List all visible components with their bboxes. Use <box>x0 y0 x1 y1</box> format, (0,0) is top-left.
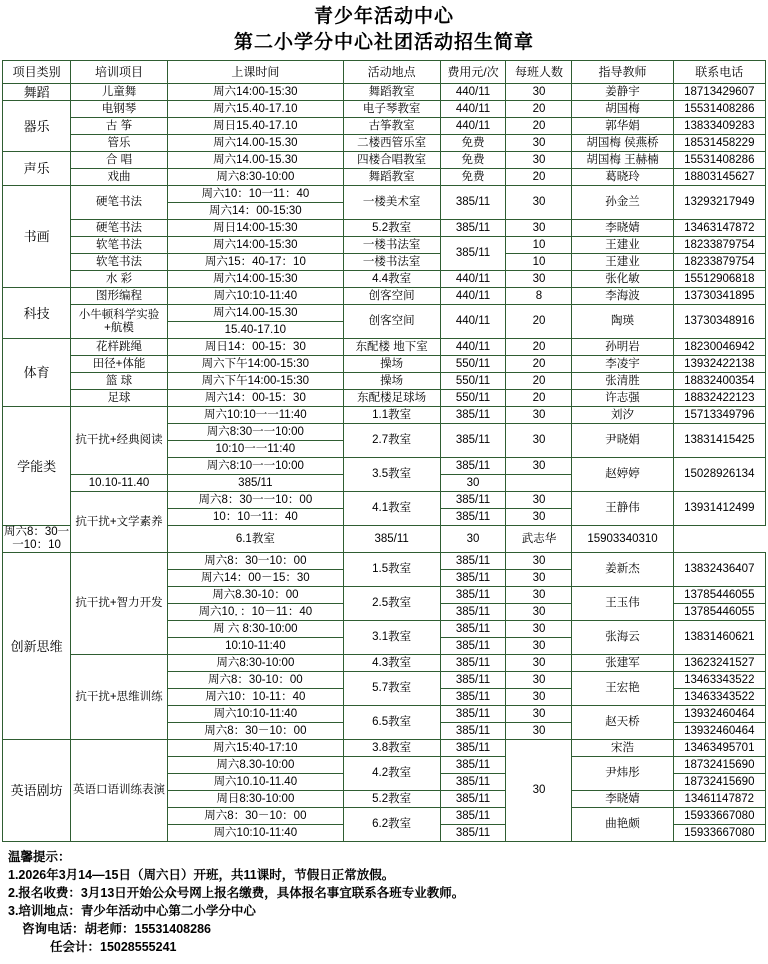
table-row <box>3 169 766 186</box>
cell-program: 古 筝 <box>71 118 168 135</box>
table-row <box>3 271 766 288</box>
cell-time: 周六8.30-10：00 <box>167 587 343 604</box>
cell-program: 花样跳绳 <box>71 339 168 356</box>
cell-time: 10.10-11.40 <box>71 475 168 492</box>
cell-fee: 440/11 <box>440 339 506 356</box>
cell-class-size: 30 <box>506 621 572 638</box>
cell-time: 周六8.30-10:00 <box>167 757 343 774</box>
cell-time: 周六8:30-10:00 <box>167 169 343 186</box>
header-class-size: 每班人数 <box>506 61 572 84</box>
cell-time: 周六10：10-11：40 <box>167 689 343 706</box>
cell-place: 1.1教室 <box>343 407 440 424</box>
cell-phone: 18230046942 <box>673 339 765 356</box>
table-row <box>3 101 766 118</box>
cell-fee: 385/11 <box>440 808 506 825</box>
cell-place: 4.1教室 <box>343 492 440 526</box>
cell-place: 4.4教室 <box>343 271 440 288</box>
cell-teacher: 葛晓玲 <box>572 169 673 186</box>
cell-phone: 13730348916 <box>673 305 765 339</box>
cell-class-size: 30 <box>506 553 572 570</box>
table-row <box>3 305 766 322</box>
cell-phone: 18233879754 <box>673 237 765 254</box>
cell-fee: 385/11 <box>440 621 506 638</box>
cell-program: 软笔书法 <box>71 254 168 271</box>
cell-class-size: 30 <box>506 689 572 706</box>
cell-fee: 385/11 <box>440 672 506 689</box>
cell-phone: 13831415425 <box>673 424 765 458</box>
table-row <box>3 740 766 757</box>
cell-time: 周六8：30一一10：10 <box>3 526 70 551</box>
notes-line-2: 2.报名收费：3月13日开始公众号网上报名缴费，具体报名事宜联系各班专业教师。 <box>8 886 465 900</box>
cell-category: 英语剧坊 <box>3 740 71 842</box>
cell-teacher: 王建业 <box>572 254 673 271</box>
cell-place: 操场 <box>343 356 440 373</box>
cell-fee: 385/11 <box>440 220 506 237</box>
cell-phone: 13932460464 <box>673 723 765 740</box>
table-row <box>3 288 766 305</box>
header-time: 上课时间 <box>167 61 343 84</box>
cell-phone: 15933667080 <box>673 808 765 825</box>
cell-fee: 440/11 <box>440 305 506 339</box>
cell-fee: 385/11 <box>440 638 506 655</box>
cell-teacher: 胡国梅 <box>572 101 673 118</box>
cell-time: 周六14:00-15:30 <box>167 237 343 254</box>
cell-place: 东配楼足球场 <box>343 390 440 407</box>
cell-time: 周六14：00-15：30 <box>167 390 343 407</box>
cell-place: 舞蹈教室 <box>343 84 440 101</box>
cell-phone: 13463343522 <box>673 672 765 689</box>
cell-teacher: 李凌宇 <box>572 356 673 373</box>
cell-time: 周六14：00-15:30 <box>167 203 343 220</box>
cell-teacher: 尹炜彤 <box>572 757 673 791</box>
cell-time: 周六10:10-11:40 <box>167 288 343 305</box>
cell-teacher: 刘汐 <box>572 407 673 424</box>
cell-class-size: 30 <box>506 655 572 672</box>
cell-phone: 13831460621 <box>673 621 765 655</box>
cell-teacher: 张清胜 <box>572 373 673 390</box>
table-row <box>3 237 766 254</box>
notes-line-4: 咨询电话：胡老师：15531408286 <box>22 922 211 936</box>
cell-time: 周六10．：10－11：40 <box>167 604 343 621</box>
cell-teacher: 许志强 <box>572 390 673 407</box>
cell-time: 10：10一11：40 <box>167 509 343 526</box>
cell-time: 周六8：30-10：00 <box>167 672 343 689</box>
cell-teacher: 孙明岩 <box>572 339 673 356</box>
cell-phone: 18803145627 <box>673 169 765 186</box>
header-program: 培训项目 <box>71 61 168 84</box>
cell-teacher: 王宏艳 <box>572 672 673 706</box>
cell-place: 操场 <box>343 373 440 390</box>
cell-fee: 385/11 <box>440 570 506 587</box>
cell-category: 声乐 <box>3 152 71 186</box>
cell-phone: 15531408286 <box>673 152 765 169</box>
cell-place: 2.5教室 <box>343 587 440 621</box>
cell-program: 水 彩 <box>71 271 168 288</box>
cell-class-size: 8 <box>506 288 572 305</box>
header-category: 项目类别 <box>3 61 71 84</box>
cell-place: 3.8教室 <box>343 740 440 757</box>
cell-place: 5.2教室 <box>343 791 440 808</box>
cell-fee: 385/11 <box>440 237 506 271</box>
enrollment-table <box>2 60 766 842</box>
table-row <box>3 390 766 407</box>
cell-teacher: 孙金兰 <box>572 186 673 220</box>
cell-program: 篮 球 <box>71 373 168 390</box>
table-row <box>3 220 766 237</box>
cell-category: 创新思维 <box>3 553 71 740</box>
table-row <box>3 492 766 509</box>
cell-fee: 385/11 <box>440 553 506 570</box>
cell-time: 周 六 8:30-10:00 <box>167 621 343 638</box>
cell-fee: 440/11 <box>440 118 506 135</box>
cell-place: 一楼美术室 <box>343 186 440 220</box>
cell-class-size: 30 <box>440 526 506 553</box>
cell-time: 周日14:00-15:30 <box>167 220 343 237</box>
cell-class-size: 30 <box>506 135 572 152</box>
cell-class-size: 30 <box>506 587 572 604</box>
cell-program: 硬笔书法 <box>71 186 168 220</box>
cell-fee: 385/11 <box>440 424 506 458</box>
cell-phone: 15713349796 <box>673 407 765 424</box>
cell-program: 抗干扰+经典阅读 <box>71 407 168 475</box>
cell-time: 周六14.00-15.30 <box>167 135 343 152</box>
cell-teacher: 王玉伟 <box>572 587 673 621</box>
cell-fee: 385/11 <box>440 825 506 842</box>
cell-fee: 440/11 <box>440 101 506 118</box>
cell-time: 周六8:30一一10:00 <box>167 424 343 441</box>
cell-phone: 13932422138 <box>673 356 765 373</box>
cell-time: 10:10-11:40 <box>167 638 343 655</box>
cell-phone: 15028926134 <box>673 458 765 492</box>
cell-class-size: 30 <box>506 638 572 655</box>
cell-place: 古筝教室 <box>343 118 440 135</box>
cell-time: 周六10:10-11:40 <box>167 825 343 842</box>
cell-category: 舞蹈 <box>3 84 71 101</box>
cell-program: 儿童舞 <box>71 84 168 101</box>
table-row <box>3 339 766 356</box>
cell-phone: 13461147872 <box>673 791 765 808</box>
cell-phone: 13463495701 <box>673 740 765 757</box>
table-row <box>3 118 766 135</box>
notes-block <box>8 848 762 956</box>
cell-class-size: 30 <box>506 509 572 526</box>
cell-fee: 550/11 <box>440 356 506 373</box>
cell-phone: 18531458229 <box>673 135 765 152</box>
cell-time: 周六14：00－15：30 <box>167 570 343 587</box>
cell-category: 科技 <box>3 288 71 339</box>
cell-time: 周六15:40-17:10 <box>167 740 343 757</box>
cell-fee: 385/11 <box>440 706 506 723</box>
cell-time: 周六10:10一一11:40 <box>167 407 343 424</box>
header-place: 活动地点 <box>343 61 440 84</box>
cell-class-size: 30 <box>506 424 572 458</box>
cell-phone: 13832436407 <box>673 553 765 587</box>
cell-class-size: 30 <box>506 271 572 288</box>
cell-time: 周六10：10一11：40 <box>167 186 343 203</box>
cell-teacher: 胡国梅 王赫楠 <box>572 152 673 169</box>
cell-phone: 13785446055 <box>673 587 765 604</box>
cell-fee: 385/11 <box>440 458 506 475</box>
cell-time: 周六15.40-17.10 <box>167 101 343 118</box>
cell-fee: 385/11 <box>440 689 506 706</box>
cell-place: 6.5教室 <box>343 706 440 740</box>
cell-fee: 385/11 <box>440 757 506 774</box>
cell-fee: 385/11 <box>440 407 506 424</box>
cell-place: 一楼书法室 <box>343 254 440 271</box>
cell-class-size: 30 <box>506 186 572 220</box>
cell-fee: 385/11 <box>343 526 440 553</box>
cell-teacher: 姜静宇 <box>572 84 673 101</box>
table-row <box>3 152 766 169</box>
cell-program: 合 唱 <box>71 152 168 169</box>
cell-class-size: 30 <box>506 604 572 621</box>
cell-place: 东配楼 地下室 <box>343 339 440 356</box>
cell-fee: 385/11 <box>440 791 506 808</box>
cell-phone: 15512906818 <box>673 271 765 288</box>
cell-phone: 15531408286 <box>673 101 765 118</box>
cell-time: 周六8:10一一10:00 <box>167 458 343 475</box>
cell-class-size: 30 <box>506 723 572 740</box>
cell-phone: 13932460464 <box>673 706 765 723</box>
cell-fee: 385/11 <box>440 587 506 604</box>
table-row <box>3 356 766 373</box>
cell-program: 硬笔书法 <box>71 220 168 237</box>
cell-place: 3.1教室 <box>343 621 440 655</box>
cell-class-size: 10 <box>506 237 572 254</box>
cell-fee: 550/11 <box>440 390 506 407</box>
cell-place: 创客空间 <box>343 305 440 339</box>
cell-class-size: 30 <box>506 740 572 842</box>
cell-phone: 13730341895 <box>673 288 765 305</box>
cell-place: 4.2教室 <box>343 757 440 791</box>
cell-class-size: 30 <box>440 475 506 492</box>
cell-teacher: 姜新杰 <box>572 553 673 587</box>
table-row <box>3 84 766 101</box>
table-row <box>3 553 766 570</box>
cell-fee: 385/11 <box>440 509 506 526</box>
cell-place: 创客空间 <box>343 288 440 305</box>
cell-class-size: 30 <box>506 570 572 587</box>
cell-place: 3.5教室 <box>343 458 440 492</box>
cell-program: 抗干扰+智力开发 <box>71 553 168 655</box>
cell-fee: 免费 <box>440 169 506 186</box>
cell-class-size: 20 <box>506 356 572 373</box>
cell-phone: 13293217949 <box>673 186 765 220</box>
cell-phone: 18732415690 <box>673 757 765 774</box>
cell-time: 周六8：30－10：00 <box>167 808 343 825</box>
cell-teacher: 张建军 <box>572 655 673 672</box>
cell-program: 电钢琴 <box>71 101 168 118</box>
cell-category: 学能类 <box>3 407 71 526</box>
cell-teacher: 胡国梅 侯燕桥 <box>572 135 673 152</box>
notes-line-5: 任会计：15028555241 <box>50 940 177 954</box>
cell-class-size: 30 <box>506 407 572 424</box>
cell-class-size: 30 <box>506 458 572 475</box>
cell-teacher: 李海波 <box>572 288 673 305</box>
cell-time: 周六8：30一一10：00 <box>167 492 343 509</box>
cell-teacher: 张海云 <box>572 621 673 655</box>
cell-program: 小牛顿科学实验+航模 <box>71 305 168 339</box>
cell-time: 周六8：30一10：00 <box>167 553 343 570</box>
cell-teacher: 赵天桥 <box>572 706 673 740</box>
cell-time: 周日8:30-10:00 <box>167 791 343 808</box>
cell-teacher: 李晓婧 <box>572 220 673 237</box>
cell-class-size: 20 <box>506 305 572 339</box>
cell-time: 周六14.00-15.30 <box>167 305 343 322</box>
page-title-line2: 第二小学分中心社团活动招生简章 <box>233 32 534 53</box>
cell-time: 周六8:30-10:00 <box>167 655 343 672</box>
cell-fee: 免费 <box>440 135 506 152</box>
cell-teacher: 宋浩 <box>572 740 673 757</box>
cell-class-size: 10 <box>506 254 572 271</box>
cell-time: 周六14:00-15:30 <box>167 84 343 101</box>
cell-fee: 385/11 <box>440 492 506 509</box>
cell-time: 周六15：40-17：10 <box>167 254 343 271</box>
cell-class-size: 20 <box>506 118 572 135</box>
cell-category: 器乐 <box>3 101 71 152</box>
cell-class-size: 20 <box>506 339 572 356</box>
cell-time: 15.40-17.10 <box>167 322 343 339</box>
cell-place: 舞蹈教室 <box>343 169 440 186</box>
cell-fee: 385/11 <box>440 740 506 757</box>
notes-line-3: 3.培训地点：青少年活动中心第二小学分中心 <box>8 904 256 918</box>
table-row <box>3 254 766 271</box>
cell-fee: 385/11 <box>440 774 506 791</box>
cell-time: 周六8：30－10：00 <box>167 723 343 740</box>
cell-fee: 440/11 <box>440 288 506 305</box>
cell-teacher: 郭华娟 <box>572 118 673 135</box>
cell-class-size: 30 <box>506 492 572 509</box>
cell-place: 5.7教室 <box>343 672 440 706</box>
cell-phone: 13623241527 <box>673 655 765 672</box>
table-body <box>3 84 766 842</box>
page-title-line1: 青少年活动中心 <box>313 6 454 27</box>
cell-teacher: 尹晓娟 <box>572 424 673 458</box>
cell-category: 体育 <box>3 339 71 407</box>
cell-place: 4.3教室 <box>343 655 440 672</box>
cell-place: 6.1教室 <box>167 526 343 553</box>
table-row <box>3 655 766 672</box>
cell-teacher: 曲艳颇 <box>572 808 673 842</box>
notes-line-1: 1.2026年3月14—15日（周六日）开班，共11课时，节假日正常放假。 <box>8 868 395 882</box>
cell-place: 1.5教室 <box>343 553 440 587</box>
cell-place: 电子琴教室 <box>343 101 440 118</box>
cell-fee: 385/11 <box>167 475 343 492</box>
cell-fee: 440/11 <box>440 84 506 101</box>
cell-phone: 15903340310 <box>572 526 673 553</box>
cell-class-size: 30 <box>506 706 572 723</box>
cell-program: 田径+体能 <box>71 356 168 373</box>
table-row <box>3 135 766 152</box>
cell-time: 周六10:10-11:40 <box>167 706 343 723</box>
notes-heading: 温馨提示： <box>8 850 71 864</box>
cell-time: 周日15.40-17.10 <box>167 118 343 135</box>
cell-place: 四楼合唱教室 <box>343 152 440 169</box>
cell-place: 5.2教室 <box>343 220 440 237</box>
cell-place: 一楼书法室 <box>343 237 440 254</box>
table-row <box>3 186 766 203</box>
cell-fee: 385/11 <box>440 723 506 740</box>
table-row <box>3 373 766 390</box>
cell-class-size: 20 <box>506 169 572 186</box>
cell-time: 周日14：00-15：30 <box>167 339 343 356</box>
cell-class-size: 30 <box>506 220 572 237</box>
cell-class-size: 20 <box>506 373 572 390</box>
cell-teacher: 王建业 <box>572 237 673 254</box>
cell-time: 周六14:00-15:30 <box>167 271 343 288</box>
cell-fee: 385/11 <box>440 655 506 672</box>
cell-phone: 18832400354 <box>673 373 765 390</box>
cell-category: 书画 <box>3 186 71 288</box>
cell-program: 管乐 <box>71 135 168 152</box>
header-fee: 费用元/次 <box>440 61 506 84</box>
cell-class-size: 30 <box>506 84 572 101</box>
cell-teacher: 张化敏 <box>572 271 673 288</box>
cell-place: 2.7教室 <box>343 424 440 458</box>
cell-teacher: 王静伟 <box>572 492 673 526</box>
cell-time: 周六10.10-11.40 <box>167 774 343 791</box>
cell-program: 抗干扰+思维训练 <box>71 655 168 740</box>
cell-class-size: 30 <box>506 672 572 689</box>
cell-program: 抗干扰+文学素养 <box>71 492 168 553</box>
cell-time: 周六下午14:00-15:30 <box>167 356 343 373</box>
cell-teacher: 武志华 <box>506 526 572 553</box>
cell-phone: 13463147872 <box>673 220 765 237</box>
cell-fee: 免费 <box>440 152 506 169</box>
cell-program: 图形编程 <box>71 288 168 305</box>
cell-teacher: 李晓婧 <box>572 791 673 808</box>
cell-place: 二楼西管乐室 <box>343 135 440 152</box>
cell-fee: 385/11 <box>440 186 506 220</box>
cell-phone: 15933667080 <box>673 825 765 842</box>
cell-place: 6.2教室 <box>343 808 440 842</box>
cell-class-size: 20 <box>506 101 572 118</box>
cell-phone: 18233879754 <box>673 254 765 271</box>
cell-fee: 385/11 <box>440 604 506 621</box>
table-header-row <box>3 61 766 84</box>
cell-teacher: 陶瑛 <box>572 305 673 339</box>
cell-class-size: 30 <box>506 152 572 169</box>
cell-phone: 18832422123 <box>673 390 765 407</box>
cell-time: 10:10一一11:40 <box>167 441 343 458</box>
header-teacher: 指导教师 <box>572 61 673 84</box>
cell-phone: 13931412499 <box>673 492 765 526</box>
cell-phone: 18713429607 <box>673 84 765 101</box>
header-phone: 联系电话 <box>673 61 765 84</box>
cell-time: 周六14.00-15.30 <box>167 152 343 169</box>
cell-fee: 440/11 <box>440 271 506 288</box>
cell-program: 软笔书法 <box>71 237 168 254</box>
cell-program: 英语口语训练表演 <box>71 740 168 842</box>
table-row <box>3 407 766 424</box>
cell-program: 戏曲 <box>71 169 168 186</box>
cell-fee: 550/11 <box>440 373 506 390</box>
cell-class-size: 20 <box>506 390 572 407</box>
cell-phone: 13785446055 <box>673 604 765 621</box>
cell-program: 足球 <box>71 390 168 407</box>
cell-phone: 13833409283 <box>673 118 765 135</box>
cell-phone: 13463343522 <box>673 689 765 706</box>
cell-time: 周六下午14:00-15:30 <box>167 373 343 390</box>
cell-teacher: 赵婷婷 <box>572 458 673 492</box>
cell-phone: 18732415690 <box>673 774 765 791</box>
